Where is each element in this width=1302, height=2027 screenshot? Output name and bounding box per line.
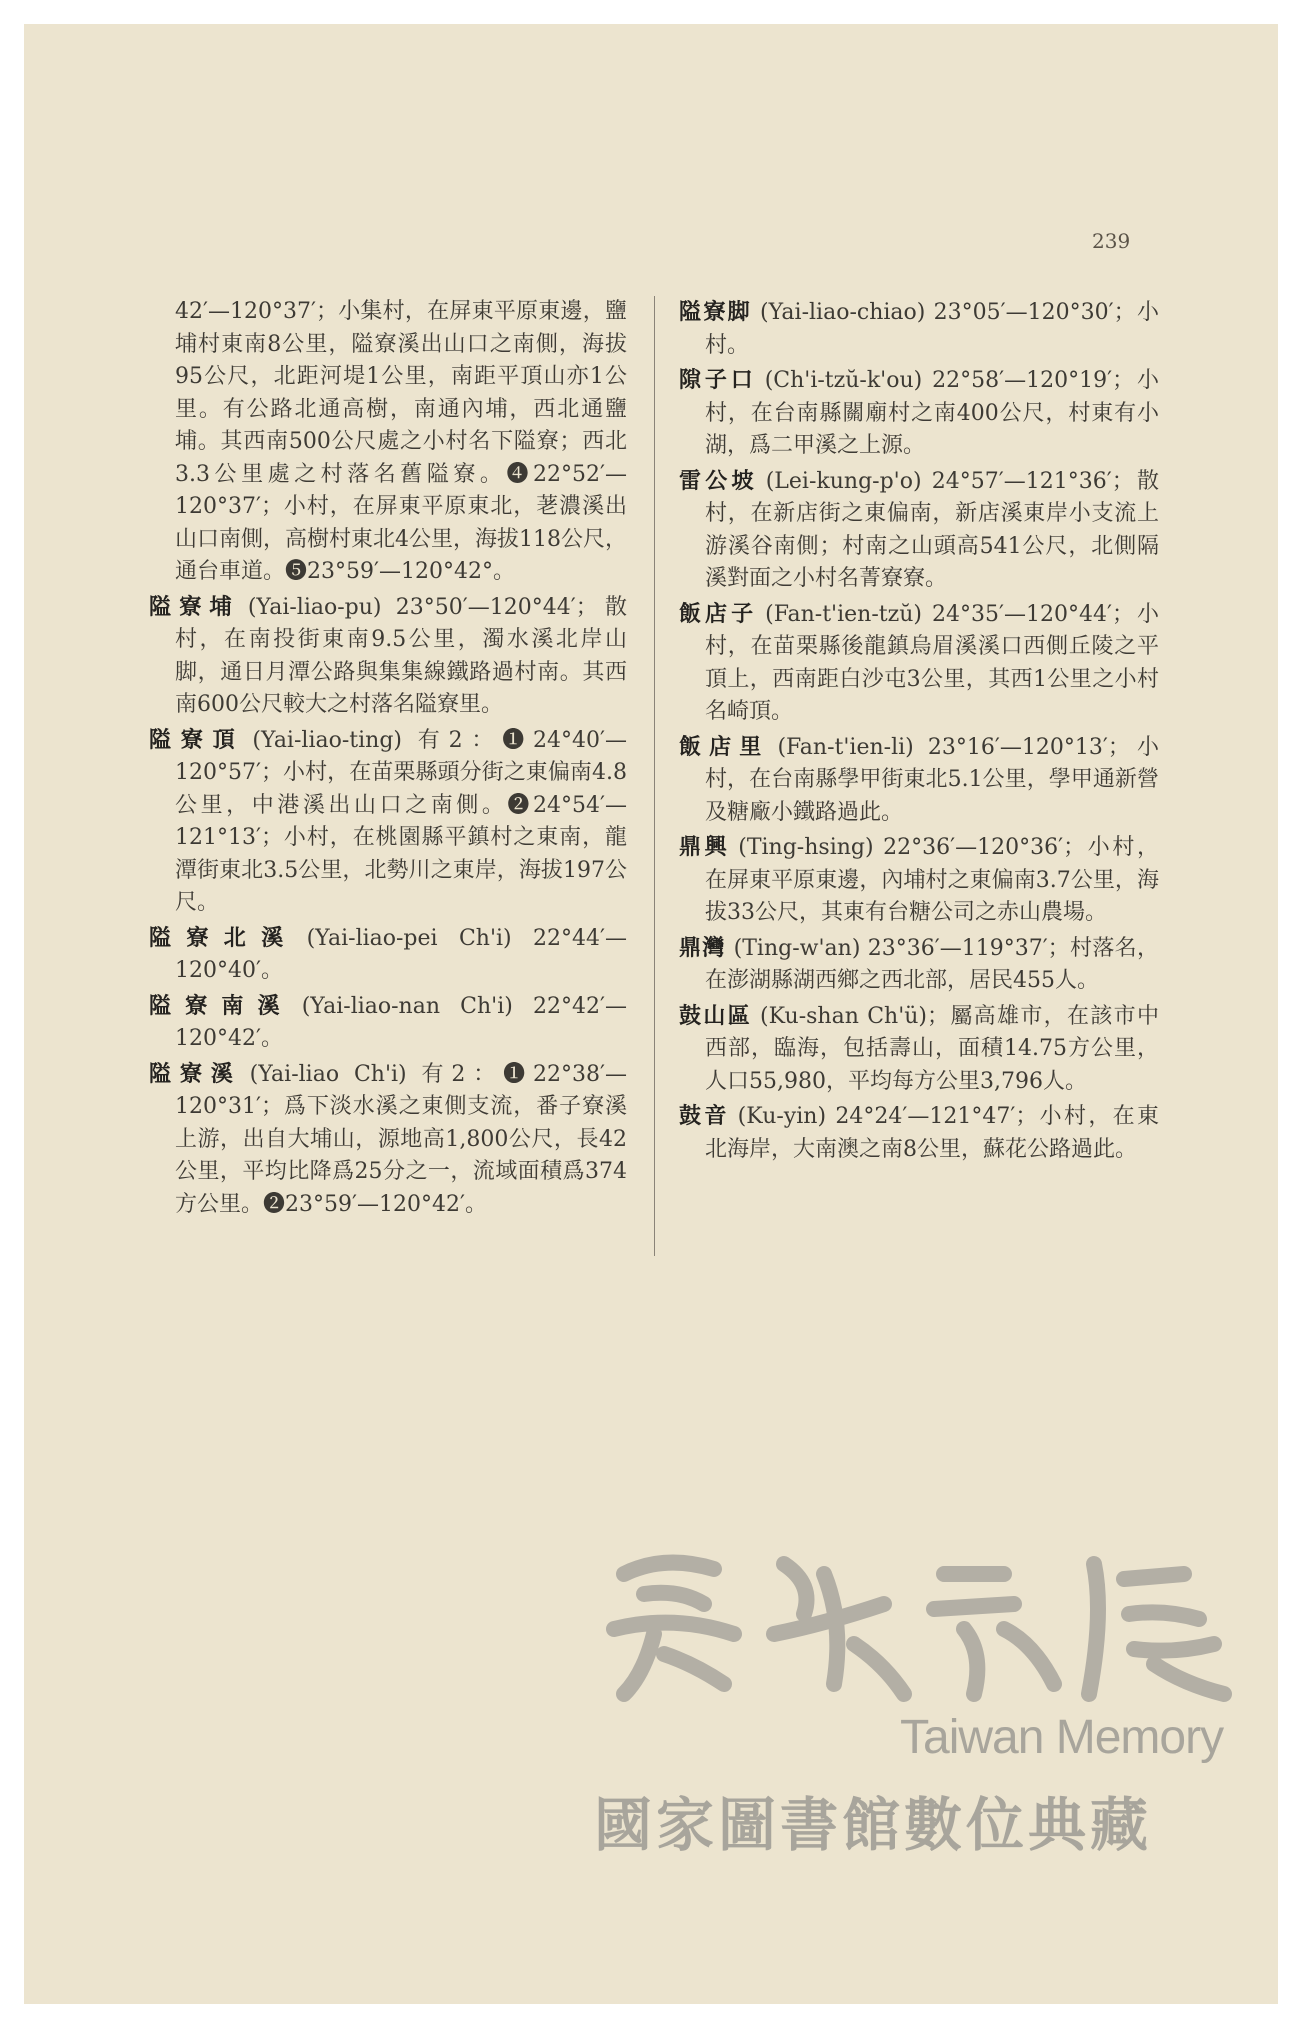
entry-headword: 隘寮溪 bbox=[149, 1060, 242, 1087]
left-column bbox=[149, 296, 627, 1223]
entry-text: (Yai-liao Ch'i) 有2：❶22°38′—120°31′；爲下淡水溪之東側支流，番子寮溪上游，出自大埔山，源地高1,800公尺，長42公里，平均比降爲25分之一，流域面積爲374方公里。❷23°59′—120°42′。 bbox=[175, 1061, 627, 1217]
entry-headword: 隘寮北溪 bbox=[149, 924, 299, 951]
entry-text: (Ting-hsing) 22°36′—120°36′；小村，在屏東平原東邊，內埔村之東偏南3.7公里，海拔33公尺，其東有台糖公司之赤山農場。 bbox=[705, 835, 1159, 925]
entry-text: (Ku-yin) 24°24′—121°47′；小村，在東北海岸，大南澳之南8公里，蘇花公路過此。 bbox=[705, 1104, 1159, 1162]
entry-text: (Lei-kung-p'o) 24°57′—121°36′；散村，在新店街之東偏南，新店溪東岸小支流上游溪谷南側；村南之山頭高541公尺，北側隔溪對面之小村名菁寮寮。 bbox=[705, 468, 1159, 591]
entry-text: (Yai-liao-chiao) 23°05′—120°30′；小村。 bbox=[705, 300, 1159, 358]
dictionary-entry bbox=[149, 591, 627, 722]
dictionary-entry bbox=[679, 296, 1159, 362]
entry-text: (Yai-liao-pu) 23°50′—120°44′；散村，在南投街東南9.5公里，濁水溪北岸山脚，通日月潭公路與集集線鐵路過村南。其西南600公尺較大之村落名隘寮里。 bbox=[175, 594, 627, 717]
entry-headword: 隘寮頂 bbox=[149, 726, 245, 753]
calligraphy-logo bbox=[584, 1534, 1244, 1704]
entry-text: (Fan-t'ien-tzŭ) 24°35′—120°44′；小村，在苗栗縣後龍鎮烏眉溪溪口西側丘陵之平頂上，西南距白沙屯3公里，其西1公里之小村名崎頂。 bbox=[705, 601, 1159, 724]
dictionary-entry bbox=[149, 990, 627, 1056]
scanned-page bbox=[24, 24, 1278, 2004]
entry-headword: 雷公坡 bbox=[679, 467, 758, 494]
watermark-chinese: 國家圖書館數位典藏 bbox=[594, 1791, 1153, 1859]
entry-headword: 隙子口 bbox=[679, 367, 757, 393]
dictionary-entry bbox=[679, 731, 1159, 830]
entry-headword: 隘寮埔 bbox=[149, 593, 240, 620]
dictionary-entry bbox=[679, 1000, 1159, 1099]
taiwan-memory-watermark bbox=[584, 1534, 1244, 1864]
dictionary-entry bbox=[679, 465, 1159, 596]
entry-text: (Yai-liao-pei Ch'i) 22°44′—120°40′。 bbox=[175, 925, 627, 983]
dictionary-entry bbox=[149, 1058, 627, 1222]
entry-headword: 飯店里 bbox=[679, 733, 770, 760]
entry-headword: 鼓音 bbox=[679, 1103, 730, 1129]
dictionary-entry bbox=[149, 922, 627, 988]
entry-headword: 鼓山區 bbox=[679, 1002, 752, 1029]
page-number: 239 bbox=[1092, 229, 1131, 253]
dictionary-entry bbox=[679, 598, 1159, 729]
dictionary-entry bbox=[679, 1100, 1159, 1166]
entry-headword: 隘寮南溪 bbox=[149, 992, 294, 1019]
entry-text: (Fan-t'ien-li) 23°16′—120°13′；小村，在台南縣學甲街東北5.1公里，學甲通新營及糖廠小鐵路過此。 bbox=[705, 734, 1159, 825]
entry-text: (Yai-liao-nan Ch'i) 22°42′—120°42′。 bbox=[175, 993, 627, 1051]
watermark-english: Taiwan Memory bbox=[900, 1711, 1224, 1764]
entry-headword: 飯店子 bbox=[679, 600, 758, 627]
entry-text: (Ting-w'an) 23°36′—119°37′；村落名，在澎湖縣湖西鄉之西北部，居民455人。 bbox=[705, 935, 1159, 993]
entry-text: (Ku-shan Ch'ü)；屬高雄市，在該市中西部，臨海，包括壽山，面積14.75方公里，人口55,980，平均每方公里3,796人。 bbox=[705, 1003, 1159, 1094]
dictionary-entry bbox=[679, 932, 1159, 998]
entry-headword: 鼎灣 bbox=[679, 934, 726, 961]
continued-entry: 42′—120°37′；小集村，在屏東平原東邊，鹽埔村東南8公里，隘寮溪出山口之南側，海拔95公尺，北距河堤1公里，南距平頂山亦1公里。有公路北通高樹，南通內埔，西北通鹽埔。其西南500公尺處之小村名下隘寮；西北3.3公里處之村落名舊隘寮。❹22°52′—120°37′；小村，在屏東平原東北，荖濃溪出山口南側，高樹村東北4公里，海拔118公尺，通台車道。❺23°59′—120°42°。 bbox=[175, 299, 627, 584]
entry-headword: 隘寮脚 bbox=[679, 299, 753, 325]
dictionary-entry bbox=[679, 831, 1159, 930]
right-column bbox=[679, 296, 1159, 1168]
entry-text: (Yai-liao-ting) 有2：❶24°40′—120°57′；小村，在苗栗縣頭分街之東偏南4.8公里，中港溪出山口之南側。❷24°54′—121°13′；小村，在桃園縣平鎮村之東南，龍潭街東北3.5公里，北勢川之東岸，海拔197公尺。 bbox=[175, 727, 627, 915]
entry-text: (Ch'i-tzŭ-k'ou) 22°58′—120°19′；小村，在台南縣關廟村之南400公尺，村東有小湖，爲二甲溪之上源。 bbox=[705, 368, 1159, 458]
dictionary-entry bbox=[679, 364, 1159, 463]
dictionary-entry bbox=[149, 724, 627, 920]
column-divider bbox=[654, 296, 655, 1256]
entry-headword: 鼎興 bbox=[679, 834, 731, 860]
